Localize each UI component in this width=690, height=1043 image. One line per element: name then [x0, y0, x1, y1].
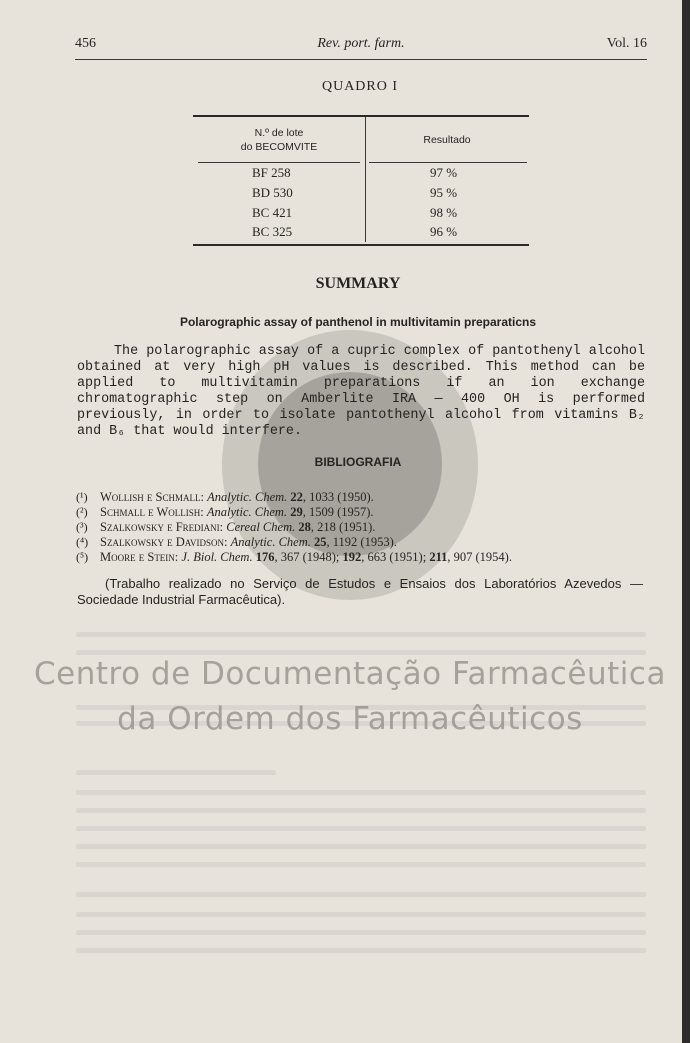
table-header-rule: [198, 162, 360, 163]
result-cell: 98 %: [430, 205, 458, 220]
reference-number: (²): [76, 505, 88, 519]
summary-paragraph: [77, 344, 645, 440]
reference-volume: 29: [290, 505, 303, 519]
reference-authors: Moore e Stein:: [100, 550, 179, 564]
result-cell: 97 %: [430, 165, 458, 180]
reference-number: (³): [76, 520, 88, 534]
reference-item: [76, 550, 648, 565]
table-row: [193, 165, 529, 184]
bleed-through-line: [76, 826, 646, 831]
volume-label: Vol. 16: [606, 36, 647, 51]
bibliography-list: [76, 490, 648, 565]
bleed-through-line: [76, 948, 646, 953]
reference-pages: , 218 (1951).: [310, 520, 376, 534]
column-header-lot: [193, 126, 365, 154]
table-row: [193, 185, 529, 204]
page-number: 456: [75, 36, 96, 51]
running-header: [75, 36, 647, 56]
bleed-through-line: [76, 912, 646, 917]
summary-text: The polarographic assay of a cupric complex of pantothenyl alcohol obtained at very high pH values is described. This method can be applied to multivitamin preparations if an ion exchange chromatographic step on Amberlite IRA — 400 OH is performed previously, in order to isolate pantothenyl alcohol from vitamins B₂ and B₆ that would interfere.: [77, 344, 645, 439]
reference-volume: 211: [429, 550, 448, 564]
reference-item: [76, 520, 648, 535]
bleed-through-line: [76, 770, 276, 775]
column-header-result: Resultado: [423, 134, 471, 146]
lot-cell: BD 530: [252, 185, 293, 200]
watermark-text-line2: da Ordem dos Farmacêuticos: [117, 701, 583, 737]
reference-number: (⁴): [76, 535, 89, 549]
reference-authors: Szalkowsky e Frediani:: [100, 520, 224, 534]
reference-pages: , 907 (1954).: [447, 550, 512, 564]
reference-pages: , 367 (1948);: [274, 550, 343, 564]
lot-cell: BC 325: [252, 224, 293, 239]
bleed-through-line: [76, 930, 646, 935]
reference-volume: 25: [314, 535, 327, 549]
reference-authors: Wollish e Schmall:: [100, 490, 204, 504]
results-table: [193, 115, 529, 246]
reference-pages: , 1192 (1953).: [326, 535, 397, 549]
bleed-through-line: [76, 862, 646, 867]
reference-item: [76, 505, 648, 520]
bleed-through-line: [76, 892, 646, 897]
summary-subtitle: Polarographic assay of panthenol in multivitamin preparaticns: [179, 315, 537, 329]
reference-journal: J. Biol. Chem.: [181, 550, 253, 564]
reference-journal: Analytic. Chem.: [206, 505, 288, 519]
bibliography-heading: BIBLIOGRAFIA: [314, 455, 402, 469]
reference-authors: Szalkowsky e Davidson:: [100, 535, 228, 549]
column-header-lot-line1: N.º de lote: [254, 127, 304, 139]
bleed-through-line: [76, 632, 646, 637]
table-row: [193, 224, 529, 243]
column-header-lot-line2: do BECOMVITE: [240, 141, 318, 153]
result-cell: 96 %: [430, 224, 458, 239]
reference-pages: , 1033 (1950).: [302, 490, 374, 504]
reference-item: [76, 535, 648, 550]
watermark-text-line1: Centro de Documentação Farmacêutica: [34, 656, 666, 692]
lot-cell: BC 421: [252, 205, 293, 220]
reference-volume: 192: [342, 550, 362, 564]
reference-journal: Analytic. Chem.: [230, 535, 311, 549]
work-note: [77, 576, 643, 608]
reference-journal: Analytic. Chem.: [207, 490, 288, 504]
table-header-rule: [369, 162, 527, 163]
table-title: QUADRO I: [321, 79, 399, 94]
reference-volume: 22: [290, 490, 303, 504]
page-edge: [682, 0, 690, 1043]
bleed-through-line: [76, 808, 646, 813]
reference-number: (⁵): [76, 550, 89, 564]
reference-pages: , 663 (1951);: [361, 550, 430, 564]
reference-journal: Cereal Chem.: [226, 520, 296, 534]
work-note-text: (Trabalho realizado no Serviço de Estudos e Ensaios dos Laboratórios Azevedos — Sociedade Industrial Farmacêutica).: [77, 576, 643, 607]
table-row: [193, 205, 529, 224]
reference-volume: 28: [298, 520, 311, 534]
reference-item: [76, 490, 648, 505]
summary-heading: SUMMARY: [315, 275, 401, 292]
journal-title: Rev. port. farm.: [317, 36, 405, 51]
lot-cell: BF 258: [252, 165, 291, 180]
reference-volume: 176: [255, 550, 275, 564]
reference-number: (¹): [76, 490, 88, 504]
header-rule: [75, 59, 647, 60]
bleed-through-line: [76, 650, 646, 655]
bleed-through-line: [76, 844, 646, 849]
result-cell: 95 %: [430, 185, 458, 200]
reference-pages: , 1509 (1957).: [302, 505, 374, 519]
reference-authors: Schmall e Wollish:: [100, 505, 204, 519]
bleed-through-line: [76, 790, 646, 795]
